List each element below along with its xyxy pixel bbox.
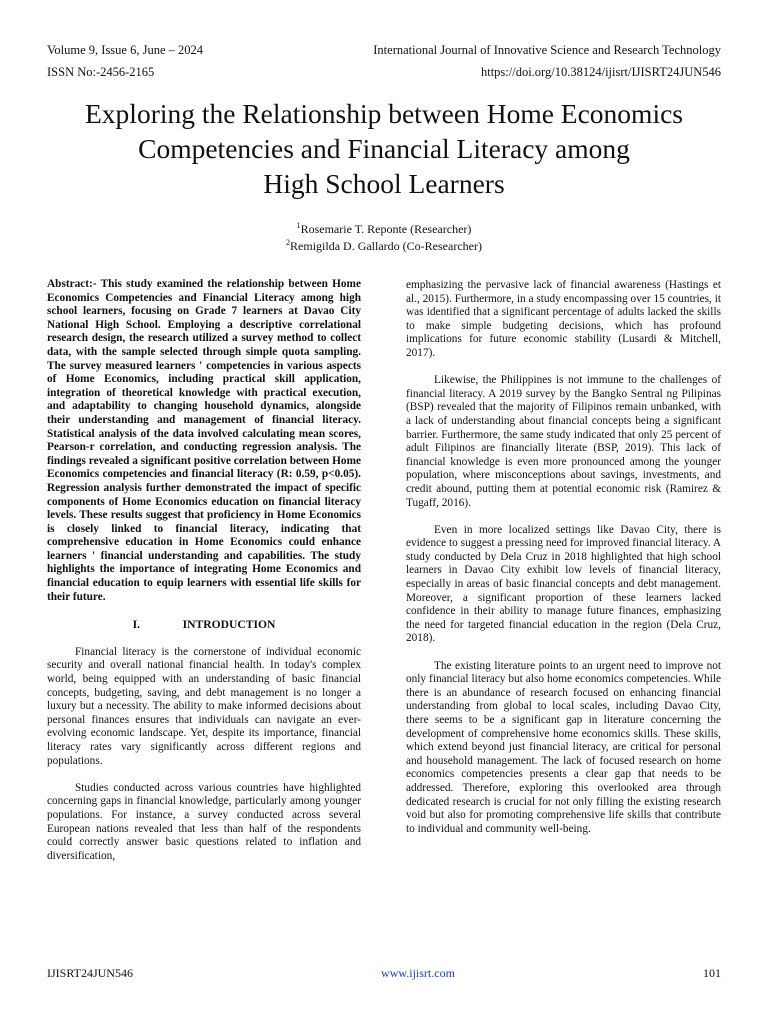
paragraph: Financial literacy is the cornerstone of individual economic security and overall national financial health. In today's complex world, being equipped with an understanding of basic financial concepts, budgeting, saving, and debt management is no longer a luxury but a necessity. The ability to make informed decisions about personal finances ensures that individuals can navigate an ever-evolving economic landscape. Yet, despite its importance, financial literacy rates vary significantly across different regions and populations. <box>47 645 361 767</box>
right-column <box>406 279 721 850</box>
author-1: $^1$Rosemarie T. Reponte (Researcher) <box>296 221 472 236</box>
paragraph: emphasizing the pervasive lack of financial awareness (Hastings et al., 2015). Furthermore, in a study encompassing over 15 countries, it was identified that a significant percentage of adults lacked the skills to make simple budgeting decisions, which has profound implications for future economic stability (Lusardi & Mitchell, 2017). <box>406 279 721 359</box>
section-heading-introduction <box>47 618 361 632</box>
page-footer <box>47 966 721 981</box>
title-line: High School Learners <box>263 168 505 199</box>
paper-title <box>30 96 738 201</box>
abstract: Abstract:- This study examined the relationship between Home Economics Competencies and Financial Literacy among high school learners, focusing on Grade 7 learners at Davao City National High School. Employing a descriptive correlational research design, the research utilized a survey method to collect data, with the sample selected through simple quota sampling. The survey measured learners ' competencies in various aspects of Home Economics, including practical skill application, integration of theoretical knowledge with practical execution, and adaptability to changing household dynamics, alongside their understanding and management of financial literacy. Statistical analysis of the data involved calculating mean scores, Pearson-r correlation, and conducting regression analysis. The findings revealed a significant positive correlation between Home Economics competencies and financial literacy (R: 0.59, p<0.05). Regression analysis further demonstrated the impact of specific components of Home Economics education on financial literacy levels. These results suggest that proficiency in Home Economics is closely linked to financial literacy, indicating that comprehensive education in Home Economics could enhance learners ' financial understanding and capabilities. The study highlights the importance of integrating Home Economics and financial education to equip learners with essential life skills for their future. <box>47 278 361 603</box>
paragraph: Studies conducted across various countries have highlighted concerning gaps in financial knowledge, particularly among younger populations. For instance, a survey conducted across several European nations revealed that less than half of the respondents could correctly answer basic questions related to inflation and diversification, <box>47 781 361 862</box>
doi-link[interactable]: https://doi.org/10.38124/ijisrt/IJISRT24JUN546 <box>480 65 721 79</box>
article-id: IJISRT24JUN546 <box>47 966 133 980</box>
section-title: INTRODUCTION <box>182 618 276 632</box>
page-number: 101 <box>703 966 721 980</box>
issn: ISSN No:-2456-2165 <box>47 65 155 79</box>
header-row-2 <box>47 65 721 80</box>
volume-info: Volume 9, Issue 6, June – 2024 <box>47 43 204 57</box>
paragraph: Even in more localized settings like Davao City, there is evidence to suggest a pressing need for improved financial literacy. A study conducted by Dela Cruz in 2018 highlighted that high school learners in Davao City exhibit low levels of financial literacy, especially in areas of basic financial concepts and debt management. Moreover, a significant proportion of these learners lacked confidence in their ability to manage future finances, emphasizing the need for targeted financial education in the region (Dela Cruz, 2018). <box>406 523 721 645</box>
website-link[interactable]: www.ijisrt.com <box>381 966 455 980</box>
author-block <box>0 221 768 255</box>
section-number: I. <box>132 618 141 632</box>
journal-name: International Journal of Innovative Science and Research Technology <box>373 43 721 57</box>
author-2: $^2$Remigilda D. Gallardo (Co-Researcher) <box>286 238 482 253</box>
title-line: Competencies and Financial Literacy among <box>138 133 630 164</box>
left-column <box>47 278 361 877</box>
paragraph: The existing literature points to an urgent need to improve not only financial literacy but also home economics competencies. While there is an abundance of research focused on enhancing financial understanding from global to local scales, including Davao City, there seems to be a significant gap in literature concerning the development of comprehensive home economics skills. These skills, which extend beyond just financial literacy, are critical for personal and household management. The lack of focused research on home economics competencies presents a clear gap that needs to be addressed. Therefore, exploring this overlooked area through dedicated research is crucial for not only filling the existing research void but also for promoting comprehensive life skills that contribute to individual and community well-being. <box>406 659 721 835</box>
header-row-1 <box>47 43 721 58</box>
paragraph: Likewise, the Philippines is not immune to the challenges of financial literacy. A 2019 survey by the Bangko Sentral ng Pilipinas (BSP) revealed that the majority of Filipinos remain unbanked, with a lack of understanding about financial concepts being a significant barrier. Furthermore, the same study indicated that only 25 percent of adult Filipinos are financially literate (BSP, 2019). This lack of financial knowledge is even more pronounced among the younger population, where misconceptions about savings, investments, and credit abound, putting them at potential economic risk (Ramirez & Tugaff, 2016). <box>406 374 721 509</box>
title-line: Exploring the Relationship between Home Economics <box>85 98 683 129</box>
